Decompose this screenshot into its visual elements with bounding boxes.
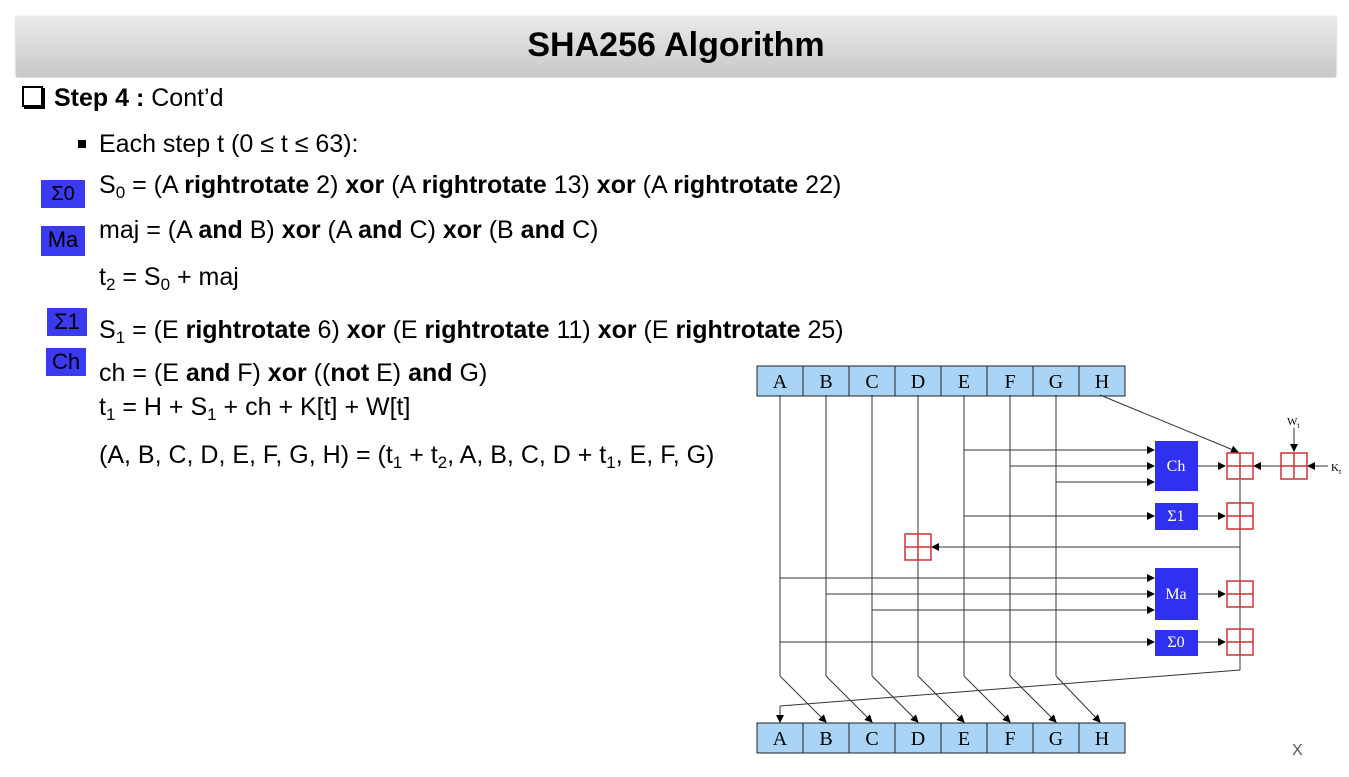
top-register-label: C bbox=[865, 371, 879, 393]
function-sigma1-box bbox=[1155, 503, 1198, 530]
function-ma-box bbox=[1155, 568, 1198, 620]
top-register-a bbox=[757, 366, 803, 396]
bottom-register-label: E bbox=[957, 728, 971, 750]
bottom-register-f bbox=[987, 723, 1033, 753]
update-equation: (A, B, C, D, E, F, G, $H) = (t_1 + t_2$, A, B, C, $D + t_1$, E, F, G) bbox=[99, 441, 715, 472]
bottom-register-g bbox=[1033, 723, 1079, 753]
top-register-g bbox=[1033, 366, 1079, 396]
step-label: Step 4 : bbox=[54, 84, 145, 112]
function-sigma0-box bbox=[1155, 630, 1198, 656]
top-register-c bbox=[849, 366, 895, 396]
function-sigma0-label: Σ0 bbox=[1167, 634, 1185, 651]
top-register-label: D bbox=[910, 371, 926, 393]
maj-tag: Ma bbox=[41, 226, 85, 256]
top-register-label: G bbox=[1048, 371, 1064, 393]
top-register-label: A bbox=[772, 371, 788, 393]
bottom-register-label: A bbox=[772, 728, 788, 750]
footer-mark: X bbox=[1292, 742, 1303, 759]
function-ch-box bbox=[1155, 441, 1198, 491]
top-register-b bbox=[803, 366, 849, 396]
bottom-register-label: G bbox=[1048, 728, 1064, 750]
sigma0-tag: Σ0 bbox=[41, 180, 85, 208]
wt-label: $W_t$ bbox=[1287, 416, 1300, 430]
sigma1-tag: Σ1 bbox=[47, 308, 87, 336]
kt-label: $K_t$ bbox=[1331, 462, 1342, 476]
bottom-register-label: H bbox=[1094, 728, 1110, 750]
step-text: Cont’d bbox=[151, 84, 224, 112]
adder-icon bbox=[1227, 581, 1253, 607]
top-register-label: F bbox=[1004, 371, 1016, 393]
bottom-register-row bbox=[757, 723, 1125, 753]
top-register-f bbox=[987, 366, 1033, 396]
top-register-row bbox=[757, 366, 1125, 396]
bottom-register-b bbox=[803, 723, 849, 753]
bottom-register-h bbox=[1079, 723, 1125, 753]
page-title: SHA256 Algorithm bbox=[527, 26, 825, 64]
bottom-register-a bbox=[757, 723, 803, 753]
adder-icon bbox=[1227, 503, 1253, 529]
top-register-label: B bbox=[819, 371, 833, 393]
bottom-register-label: B bbox=[819, 728, 833, 750]
adder-icon bbox=[1227, 453, 1253, 479]
bottom-register-e bbox=[941, 723, 987, 753]
maj-equation: maj = (A and B) xor (A and C) xor (B and C) bbox=[99, 216, 599, 244]
t2-equation: $t_2 = S_0$ + maj bbox=[99, 263, 239, 294]
bottom-register-label: C bbox=[865, 728, 879, 750]
function-ch-label: Ch bbox=[1166, 458, 1186, 475]
s1-equation: $S_1 = (E$ rightrotate 6) xor (E rightrotate 11) xor (E rightrotate 25) bbox=[99, 316, 844, 347]
bullet-text: Each step t (0 ≤ t ≤ 63): bbox=[99, 130, 359, 158]
function-ma-label: Ma bbox=[1165, 586, 1187, 603]
function-sigma1-label: Σ1 bbox=[1167, 508, 1185, 525]
t1-equation: $t_1 = H + S_1$ + ch + K[t] + W[t] bbox=[99, 393, 411, 424]
adder-icon bbox=[1281, 453, 1307, 479]
top-register-label: H bbox=[1094, 371, 1110, 393]
bottom-register-label: F bbox=[1004, 728, 1016, 750]
ch-tag: Ch bbox=[46, 348, 86, 376]
adder-icon bbox=[1227, 629, 1253, 655]
top-register-label: E bbox=[957, 371, 971, 393]
bottom-register-c bbox=[849, 723, 895, 753]
s0-equation: $S_0 = (A$ rightrotate 2) xor (A rightrotate 13) xor (A rightrotate 22) bbox=[99, 171, 842, 202]
top-register-e bbox=[941, 366, 987, 396]
adder-icon bbox=[905, 534, 931, 560]
bottom-register-label: D bbox=[910, 728, 926, 750]
ch-equation: ch = (E and F) xor ((not E) and G) bbox=[99, 359, 488, 387]
top-register-h bbox=[1079, 366, 1125, 396]
bottom-register-d bbox=[895, 723, 941, 753]
top-register-d bbox=[895, 366, 941, 396]
